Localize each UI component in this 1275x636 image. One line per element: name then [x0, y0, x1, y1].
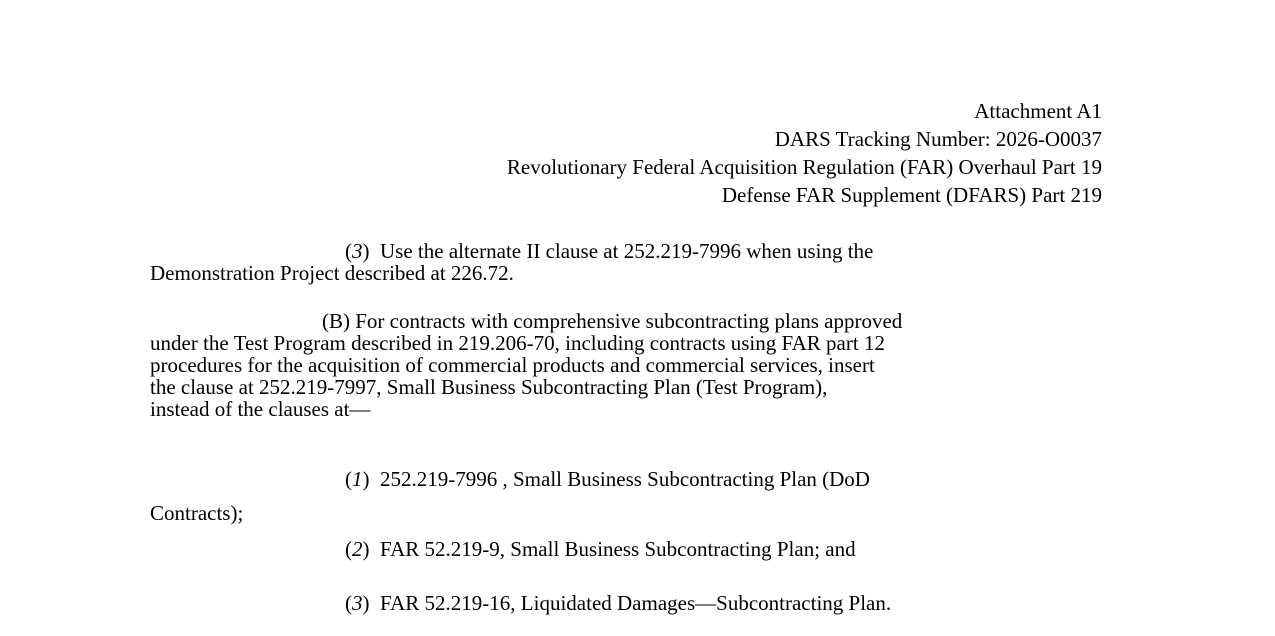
attachment-label: Attachment A1 — [974, 99, 1102, 123]
paragraph-2-far-52-219-9: (2) FAR 52.219-9, Small Business Subcontracting Plan; and — [345, 537, 856, 561]
paragraph-b-comprehensive-plans: (B) For contracts with comprehensive subcontracting plans approved under the Test Program described in 219.206-70, including contracts using FAR part 12 procedures for the acquisition of commercial products and commercial services, insert the clause at 252.219-7997, Small Business Subcontracting Plan (Test Program), instead of the clauses at— — [150, 309, 903, 421]
paragraph-3-alternate-ii: (3) Use the alternate II clause at 252.219-7996 when using the Demonstration Project described at 226.72. — [150, 239, 874, 285]
paragraph-number: 2 — [352, 537, 363, 561]
paragraph-number: 1 — [352, 467, 363, 491]
overhaul-title: Revolutionary Federal Acquisition Regulation (FAR) Overhaul Part 19 — [506, 155, 1102, 179]
supplement-title: Defense FAR Supplement (DFARS) Part 219 — [721, 183, 1102, 207]
tracking-number: DARS Tracking Number: 2026-O0037 — [774, 127, 1102, 151]
paragraph-number: 3 — [352, 591, 363, 615]
paragraph-1-dod-contracts: (1) 252.219-7996 , Small Business Subcontracting Plan (DoD Contracts); — [150, 467, 870, 525]
document-header — [507, 97, 1102, 209]
paragraph-3-far-52-219-16: (3) FAR 52.219-16, Liquidated Damages—Subcontracting Plan. — [345, 591, 892, 615]
paragraph-number: 3 — [352, 239, 363, 263]
